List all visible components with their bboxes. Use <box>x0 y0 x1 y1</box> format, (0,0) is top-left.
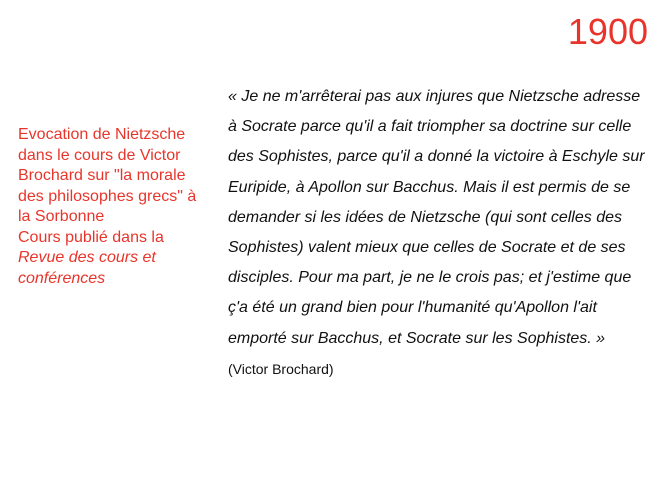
context-note <box>18 125 210 289</box>
publication-journal: Revue des cours et conférences <box>18 249 156 287</box>
quote-attribution: (Victor Brochard) <box>228 360 334 377</box>
publication-prefix: Cours publié dans la <box>18 228 164 246</box>
brochard-quote <box>228 82 648 385</box>
quote-text: « Je ne m'arrêterai pas aux injures que Nietzsche adresse à Socrate parce qu'il a fait triompher sa doctrine sur celle des Sophistes, parce qu'il a donné la victoire à Eschyle sur Euripide, à Apollon sur Bacchus. Mais il est permis de se demander si les idées de Nietzsche (qui sont celles des Sophistes) valent mieux que celles de Socrate et de ses disciples. Pour ma part, je ne le crois pas; et j'estime que ç'a été un grand bien pour l'humanité qu'Apollon l'ait emporté sur Bacchus, et Socrate sur les Sophistes. » <box>228 88 645 347</box>
year-heading: 1900 <box>567 11 648 52</box>
context-description: Evocation de Nietzsche dans le cours de Victor Brochard sur "la morale des philosophes grecs" à la Sorbonne <box>18 126 197 225</box>
